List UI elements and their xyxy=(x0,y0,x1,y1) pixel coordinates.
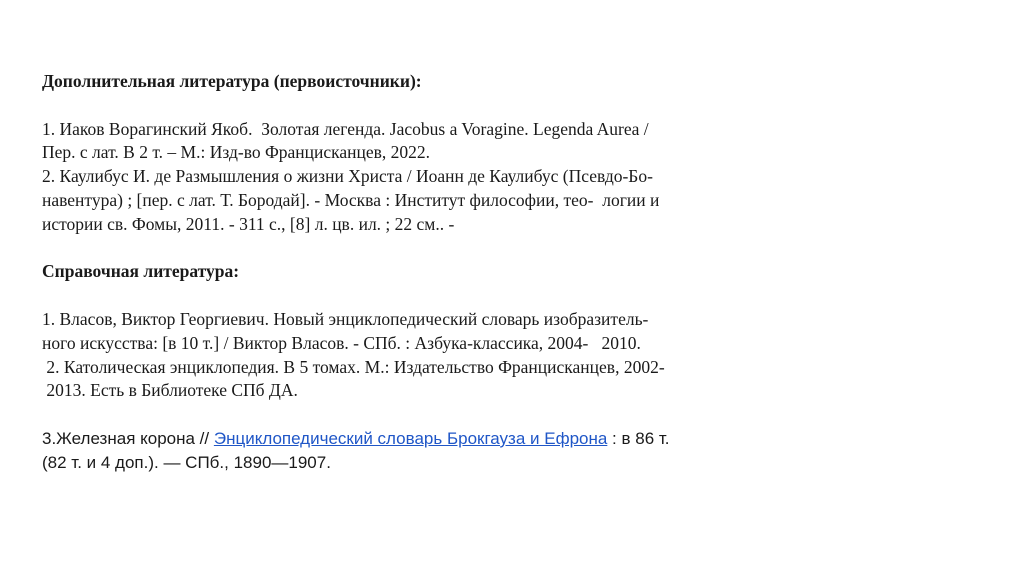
bibliography-text xyxy=(42,70,762,475)
blank-line xyxy=(42,284,762,308)
primary-item-line: истории св. Фомы, 2011. - 311 с., [8] л. цв. ил. ; 22 см.. - xyxy=(42,213,455,234)
reference-item-3-line2: (82 т. и 4 доп.). — СПб., 1890—1907. xyxy=(42,452,331,472)
blank-line xyxy=(42,403,762,427)
reference-item-line: 2. Католическая энциклопедия. В 5 томах. М.: Издательство Францисканцев, 2002- xyxy=(42,356,665,377)
item3-suffix: : в 86 т. xyxy=(607,428,670,448)
reference-literature-heading: Справочная литература: xyxy=(42,261,240,282)
primary-item-line: Пер. с лат. В 2 т. – М.: Изд-во Францисканцев, 2022. xyxy=(42,142,431,163)
reference-item-line: ного искусства: [в 10 т.] / Виктор Власов. - СПб. : Азбука-классика, 2004- 2010. xyxy=(42,332,641,353)
reference-item-line: 1. Власов, Виктор Георгиевич. Новый энциклопедический словарь изобразитель- xyxy=(42,308,649,329)
primary-item-line: 1. Иаков Ворагинский Якоб. Золотая легенда. Jacobus a Voragine. Legenda Aurea / xyxy=(42,118,649,139)
blank-line xyxy=(42,237,762,261)
primary-item-line: навентура) ; [пер. с лат. Т. Бородай]. - Москва : Институт философии, тео- логии и xyxy=(42,189,660,210)
blank-line xyxy=(42,94,762,118)
primary-literature-heading: Дополнительная литература (первоисточники): xyxy=(42,71,422,91)
primary-item-line: 2. Каулибус И. де Размышления о жизни Христа / Иоанн де Каулибус (Псевдо-Бо- xyxy=(42,166,653,187)
brockhaus-efron-link[interactable]: Энциклопедический словарь Брокгауза и Ефрона xyxy=(213,428,608,448)
item3-prefix: 3.Железная корона // xyxy=(42,428,214,448)
reference-item-3 xyxy=(42,427,762,451)
reference-item-line: 2013. Есть в Библиотеке СПб ДА. xyxy=(42,380,298,401)
